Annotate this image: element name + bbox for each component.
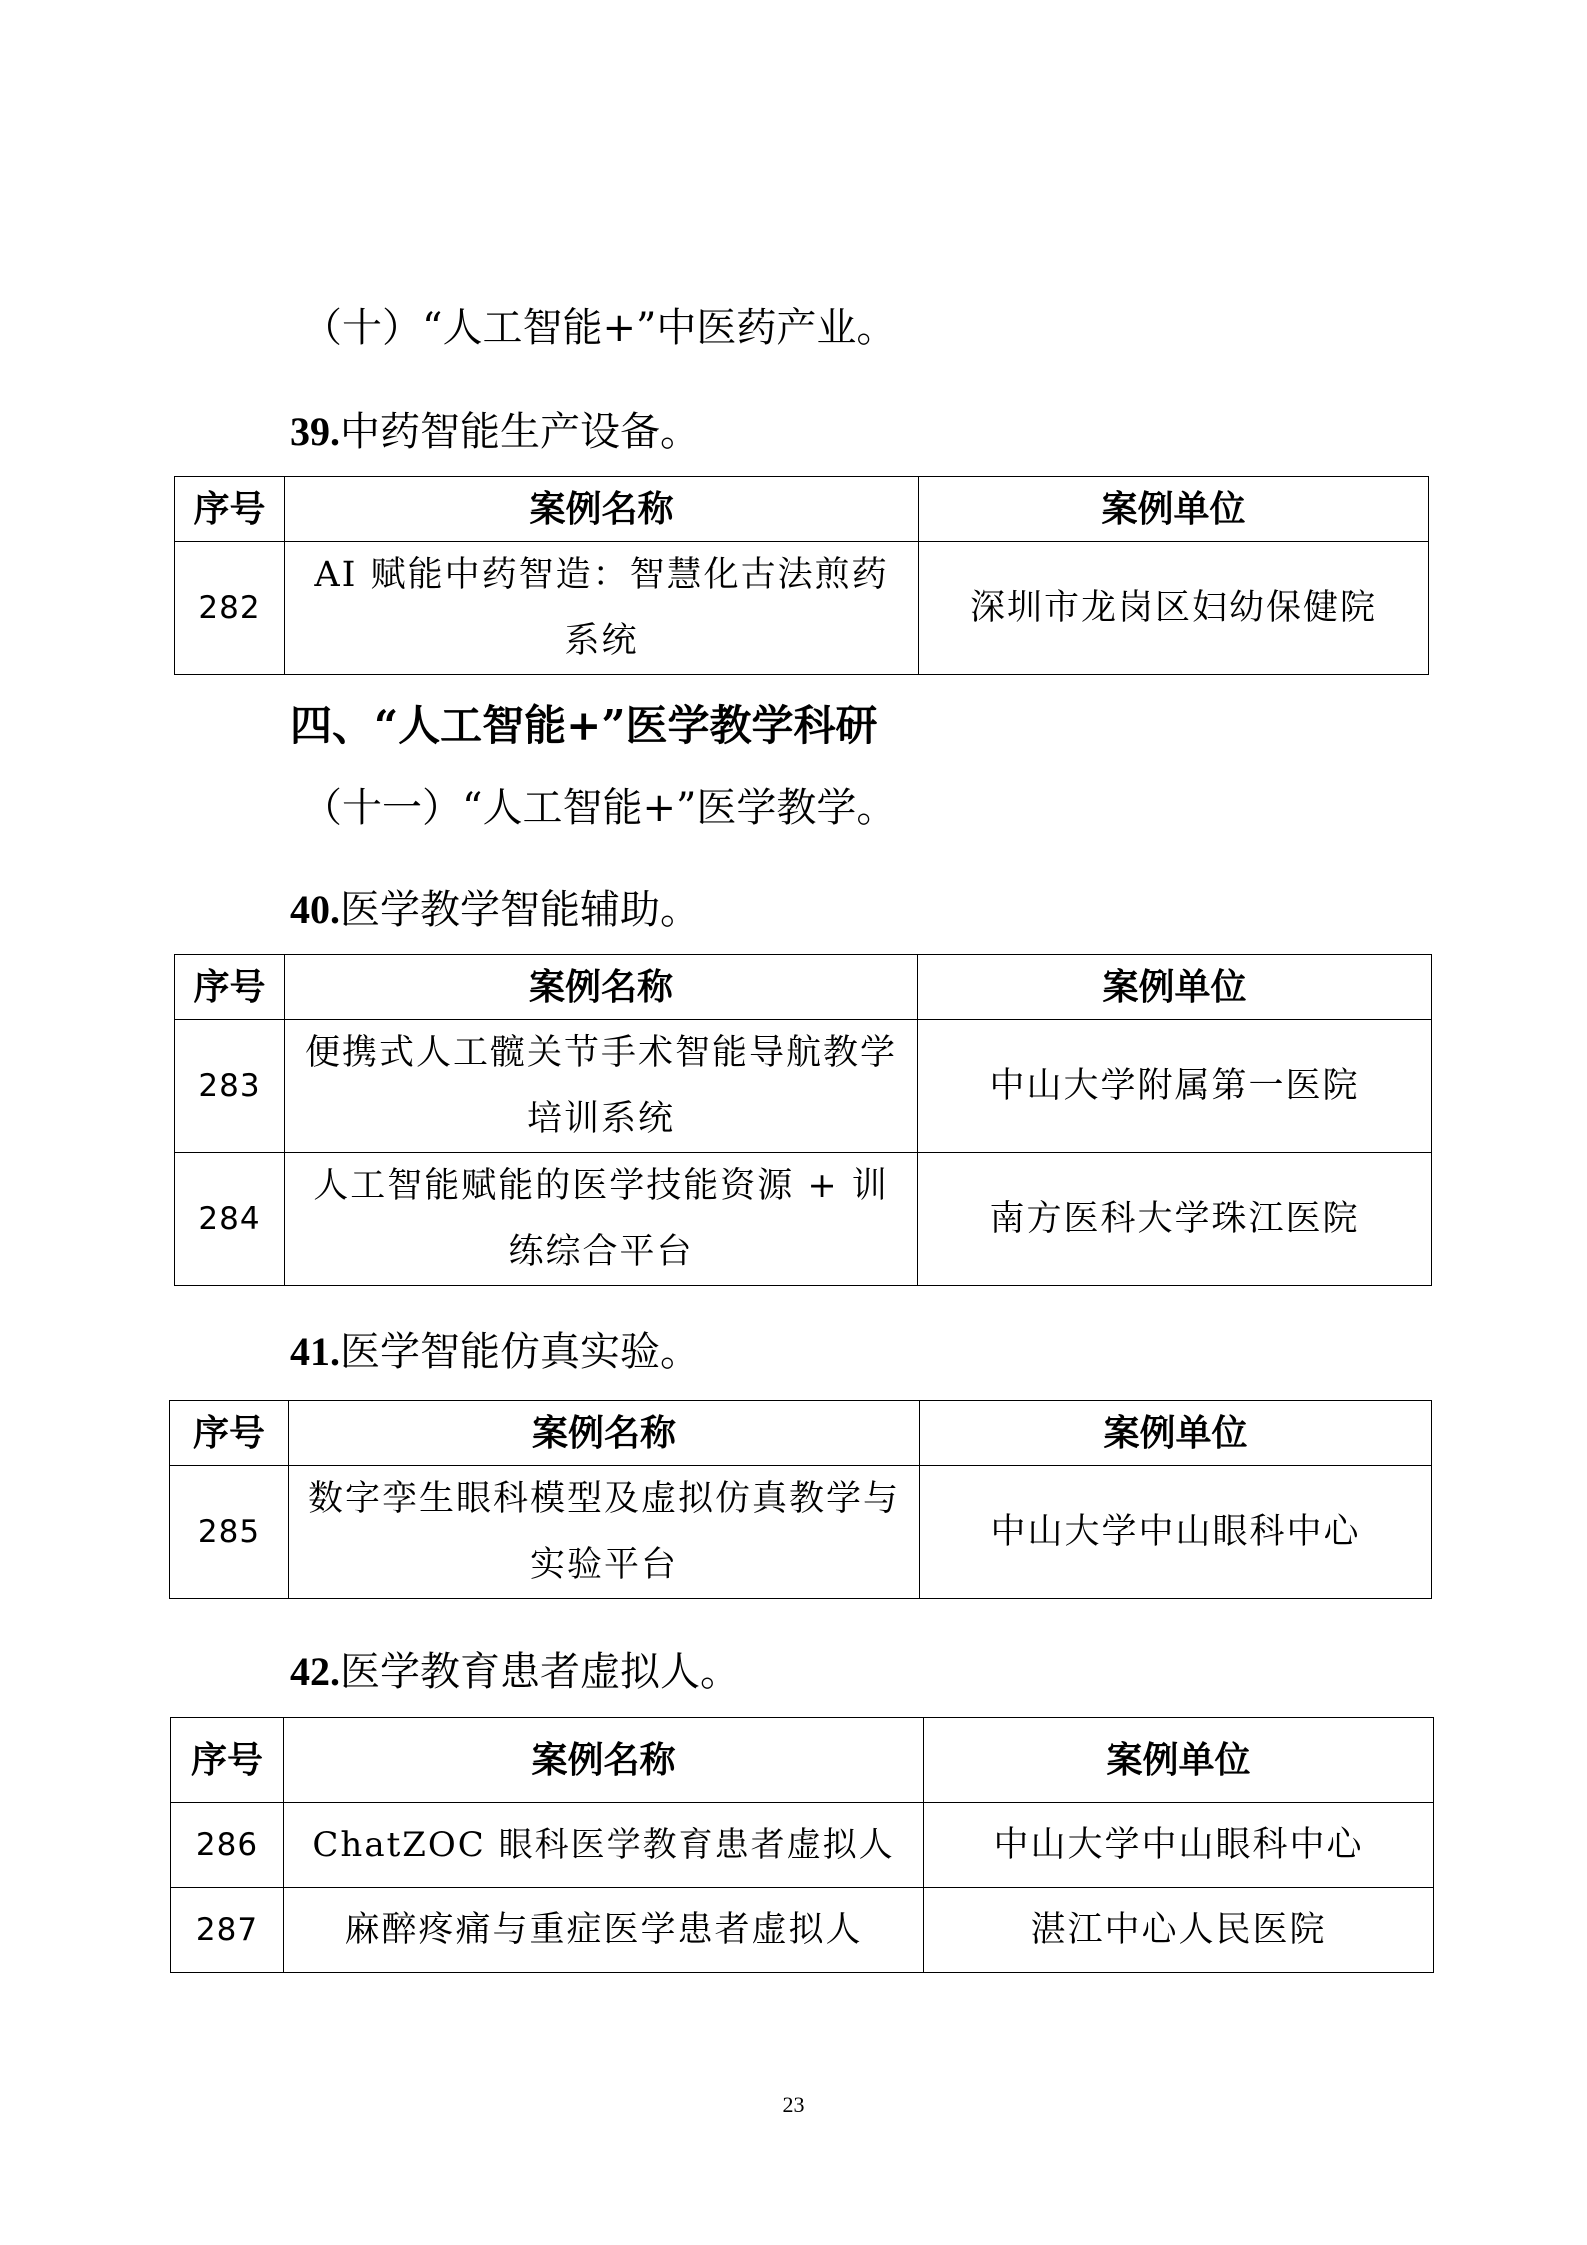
table-header-row <box>171 1718 1434 1803</box>
header-name: 案例名称 <box>289 1401 920 1466</box>
header-idx: 序号 <box>175 477 285 542</box>
header-idx: 序号 <box>171 1718 284 1803</box>
item-title: 医学教学智能辅助。 <box>340 887 700 933</box>
item-title: 医学智能仿真实验。 <box>340 1329 700 1375</box>
header-name: 案例名称 <box>285 955 918 1020</box>
cell-name: ChatZOC 眼科医学教育患者虚拟人 <box>284 1803 924 1888</box>
header-name: 案例名称 <box>285 477 919 542</box>
item-number: 41. <box>290 1329 340 1374</box>
cell-unit: 中山大学中山眼科中心 <box>920 1466 1432 1599</box>
case-table-40 <box>174 954 1432 1286</box>
cell-unit: 南方医科大学珠江医院 <box>918 1153 1432 1286</box>
table-row <box>175 542 1429 675</box>
table-header-row <box>175 955 1432 1020</box>
section-10-title: （十）“人工智能+”中医药产业。 <box>302 305 897 351</box>
item-number: 42. <box>290 1649 340 1694</box>
header-idx: 序号 <box>175 955 285 1020</box>
cell-unit: 深圳市龙岗区妇幼保健院 <box>919 542 1429 675</box>
cell-name: 数字孪生眼科模型及虚拟仿真教学与实验平台 <box>289 1466 920 1599</box>
table-row <box>171 1803 1434 1888</box>
table-row <box>175 1153 1432 1286</box>
cell-name: 便携式人工髋关节手术智能导航教学培训系统 <box>285 1020 918 1153</box>
cell-idx: 287 <box>171 1888 284 1973</box>
item-40-heading <box>290 878 700 935</box>
header-idx: 序号 <box>170 1401 289 1466</box>
item-number: 39. <box>290 409 340 454</box>
header-unit: 案例单位 <box>918 955 1432 1020</box>
item-42-heading <box>290 1640 740 1697</box>
table-header-row <box>175 477 1429 542</box>
header-unit: 案例单位 <box>924 1718 1434 1803</box>
table-row <box>170 1466 1432 1599</box>
cell-idx: 284 <box>175 1153 285 1286</box>
case-table-42 <box>170 1717 1434 1973</box>
cell-unit: 湛江中心人民医院 <box>924 1888 1434 1973</box>
table-row <box>175 1020 1432 1153</box>
cell-idx: 286 <box>171 1803 284 1888</box>
case-table-39 <box>174 476 1429 675</box>
cell-name: AI 赋能中药智造：智慧化古法煎药系统 <box>285 542 919 675</box>
case-table-41 <box>169 1400 1432 1599</box>
header-name: 案例名称 <box>284 1718 924 1803</box>
cell-unit: 中山大学附属第一医院 <box>918 1020 1432 1153</box>
cell-unit: 中山大学中山眼科中心 <box>924 1803 1434 1888</box>
page-number: 23 <box>782 2092 805 2117</box>
header-unit: 案例单位 <box>920 1401 1432 1466</box>
item-title: 医学教育患者虚拟人。 <box>340 1649 740 1695</box>
item-number: 40. <box>290 887 340 932</box>
cell-name: 人工智能赋能的医学技能资源 + 训练综合平台 <box>285 1153 918 1286</box>
item-41-heading <box>290 1320 700 1377</box>
cell-name: 麻醉疼痛与重症医学患者虚拟人 <box>284 1888 924 1973</box>
header-unit: 案例单位 <box>919 477 1429 542</box>
cell-idx: 285 <box>170 1466 289 1599</box>
cell-idx: 283 <box>175 1020 285 1153</box>
part-4-title: 四、“人工智能+”医学教学科研 <box>290 701 878 750</box>
section-11-title: （十一）“人工智能+”医学教学。 <box>302 785 897 831</box>
table-row <box>171 1888 1434 1973</box>
item-39-heading <box>290 400 700 457</box>
cell-idx: 282 <box>175 542 285 675</box>
item-title: 中药智能生产设备。 <box>340 409 700 455</box>
table-header-row <box>170 1401 1432 1466</box>
